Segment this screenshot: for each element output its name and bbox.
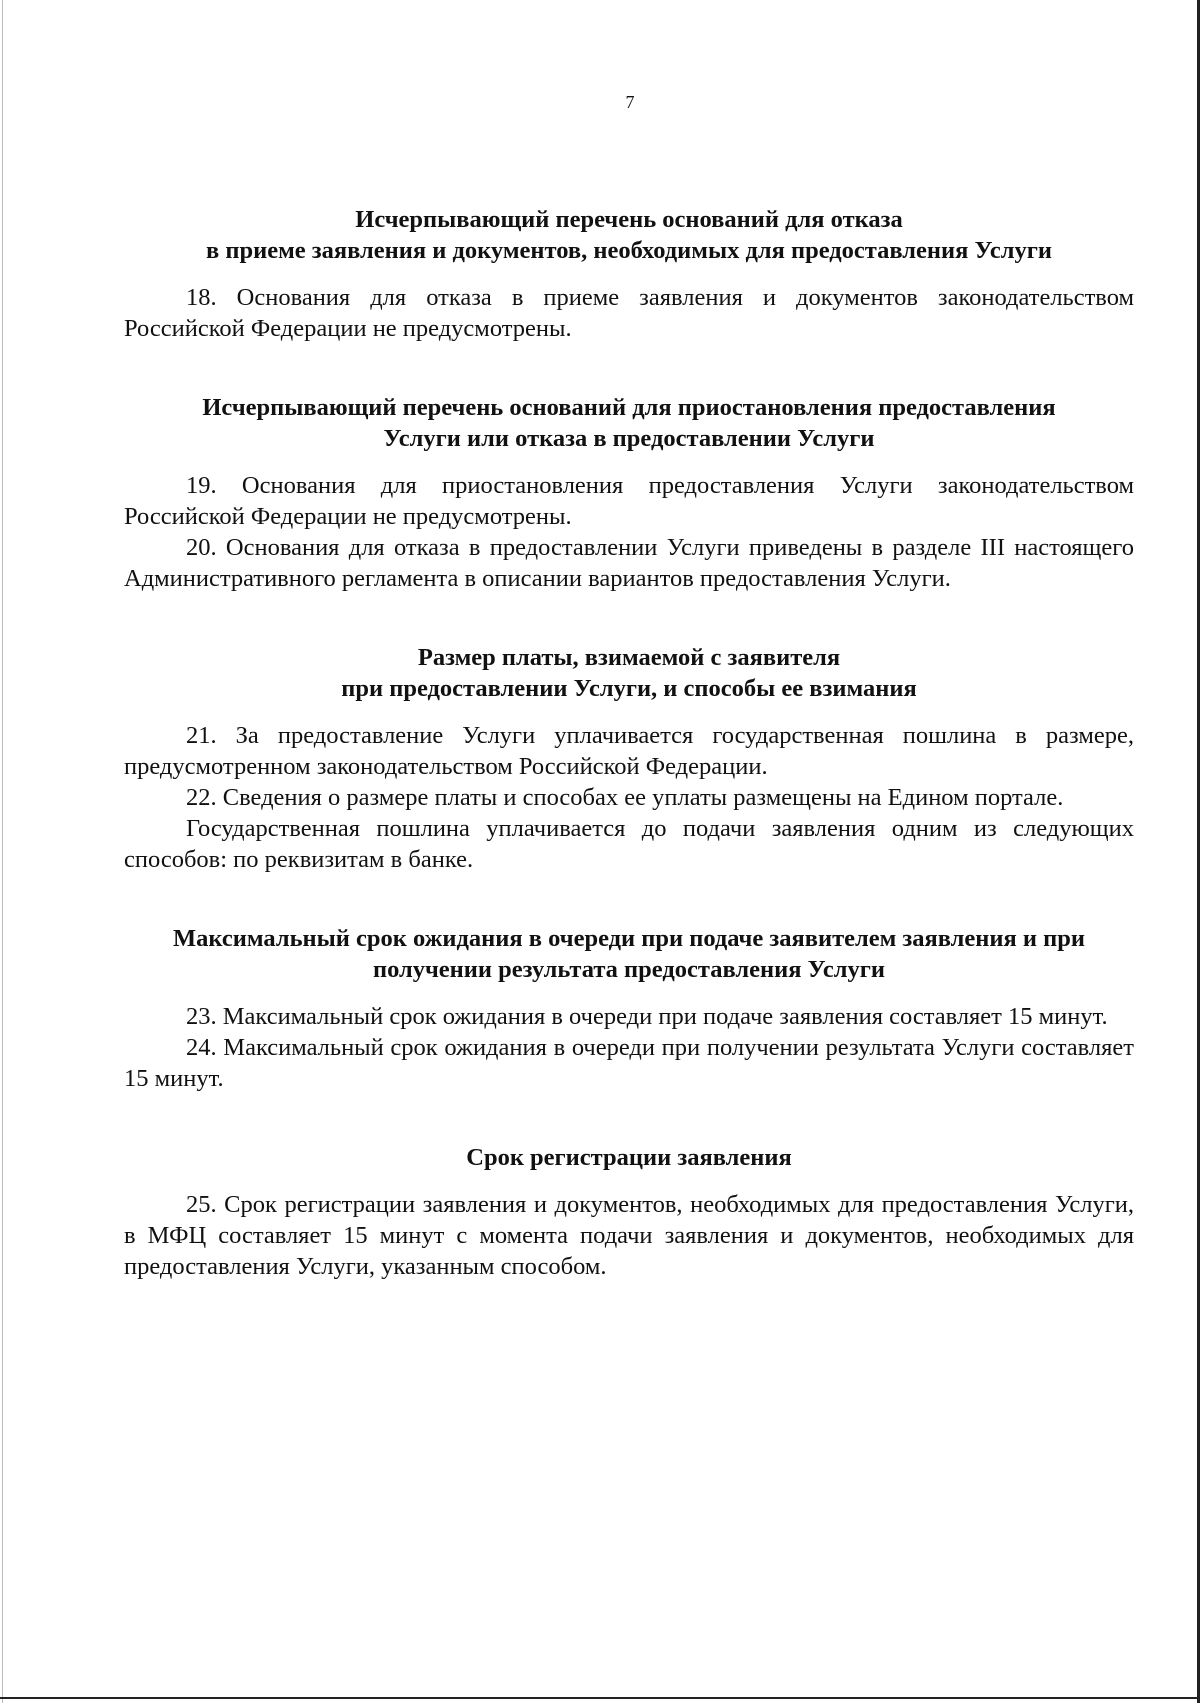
page-number: 7 <box>625 92 635 112</box>
section-heading <box>124 1142 1134 1173</box>
section-refusal-acceptance <box>124 204 1134 344</box>
paragraph-24: 24. Максимальный срок ожидания в очереди при получении результата Услуги составляет 15 минут. <box>124 1034 1134 1092</box>
paragraph-23: 23. Максимальный срок ожидания в очереди при подаче заявления составляет 15 минут. <box>186 1003 1108 1030</box>
paragraph-25: 25. Срок регистрации заявления и документов, необходимых для предоставления Услуги, в МФЦ составляет 15 минут с момента подачи заявления и документов, необходимых для предоставления Услуги, указанным способом. <box>124 1191 1134 1280</box>
section-queue-time <box>124 923 1134 1094</box>
section-heading <box>124 642 1134 704</box>
heading-line: в приеме заявления и документов, необходимых для предоставления Услуги <box>206 237 1052 264</box>
heading-line: Срок регистрации заявления <box>466 1144 792 1171</box>
section-fee <box>124 642 1134 875</box>
paragraph-22: 22. Сведения о размере платы и способах ее уплаты размещены на Едином портале. <box>186 784 1064 811</box>
section-heading <box>124 392 1134 454</box>
paragraph-fee-methods: Государственная пошлина уплачивается до подачи заявления одним из следующих способов: по реквизитам в банке. <box>124 815 1134 873</box>
scan-edge-left <box>2 0 3 1703</box>
paragraph-20: 20. Основания для отказа в предоставлении Услуги приведены в разделе III настоящего Административного регламента в описании вариантов предоставления Услуги. <box>124 534 1134 592</box>
heading-line: Исчерпывающий перечень оснований для приостановления предоставления <box>202 394 1056 421</box>
section-heading <box>124 204 1134 266</box>
paragraph-18: 18. Основания для отказа в приеме заявления и документов законодательством Российской Федерации не предусмотрены. <box>124 284 1134 342</box>
heading-line: получении результата предоставления Услуги <box>372 956 886 983</box>
scan-edge-bottom <box>0 1697 1200 1699</box>
heading-line: при предоставлении Услуги, и способы ее взимания <box>341 675 917 702</box>
paragraph-21: 21. За предоставление Услуги уплачивается государственная пошлина в размере, предусмотренном законодательством Российской Федерации. <box>124 722 1134 780</box>
heading-line: Максимальный срок ожидания в очереди при подаче заявителем заявления и при <box>172 925 1086 952</box>
heading-line: Услуги или отказа в предоставлении Услуги <box>383 425 875 452</box>
section-registration-time <box>124 1142 1134 1282</box>
section-heading <box>124 923 1134 985</box>
heading-line: Размер платы, взимаемой с заявителя <box>417 644 841 671</box>
heading-line: Исчерпывающий перечень оснований для отказа <box>355 206 903 233</box>
section-suspension-refusal <box>124 392 1134 594</box>
paragraph-19: 19. Основания для приостановления предоставления Услуги законодательством Российской Федерации не предусмотрены. <box>124 472 1134 530</box>
document-body <box>124 204 1134 1282</box>
